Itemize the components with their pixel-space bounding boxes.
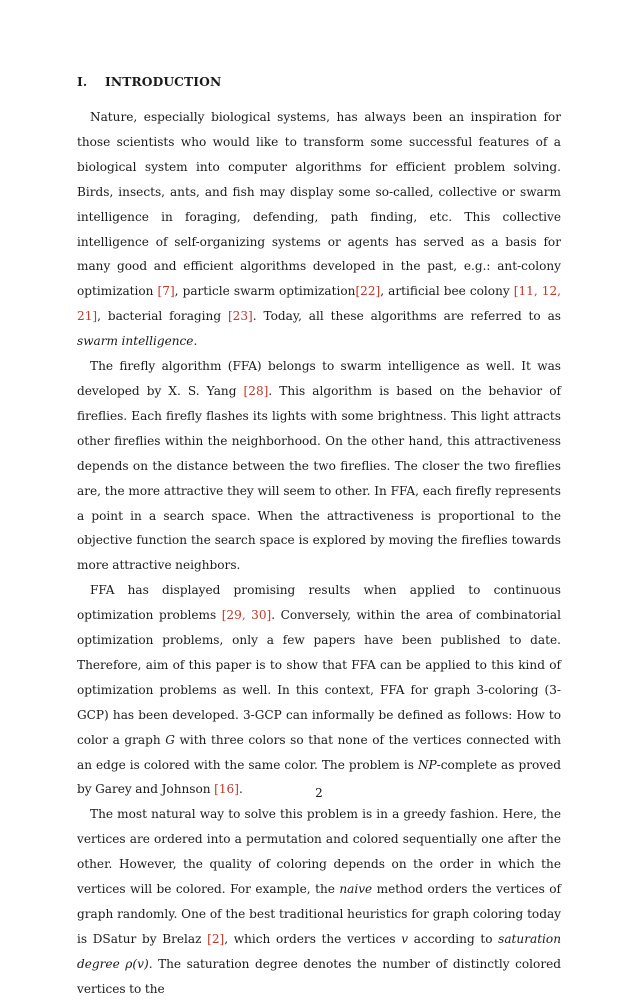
emphasis-text: v	[401, 931, 409, 946]
emphasis-text: naive	[339, 882, 373, 897]
body-text: , artificial bee colony	[380, 284, 514, 299]
citation-link[interactable]: [7]	[157, 284, 175, 299]
body-text: Nature, especially biological systems, has always been an inspiration for those scientists who would like to transform some successful features of a biological system into computer algorithms for efficient problem solving. Birds, insects, ants, and fish may display some so-called, collective or swarm intelligence in foraging, defending, path finding, etc. This collective intelligence of self-organizing systems or agents has served as a basis for many good and efficient algorithms developed in the past, e.g.: ant-colony optimization	[77, 110, 561, 299]
body-text: . Conversely, within the area of combinatorial optimization problems, only a few papers have been published to date. Therefore, aim of this paper is to show that FFA can be applied to this kind of optimization problems as well. In this context, FFA for graph 3-coloring (3-GCP) has been developed. 3-GCP can informally be defined as follows: How to color a graph	[77, 608, 561, 747]
body-text: , which orders the vertices	[224, 931, 402, 946]
body-text: -complete as proved by Garey and Johnson	[77, 757, 561, 797]
body-text: .	[238, 782, 243, 797]
body-text: according to	[408, 931, 499, 946]
citation-link[interactable]: [16]	[214, 782, 239, 797]
section-title: INTRODUCTION	[105, 74, 222, 89]
section-number: I.	[77, 74, 88, 89]
citation-link[interactable]: [23]	[227, 309, 253, 324]
paragraph	[77, 354, 561, 578]
body-text: The most natural way to solve this problem is in a greedy fashion. Here, the vertices are ordered into a permutation and colored sequentially one after the other. However, the quality of coloring depends on the order in which the vertices will be colored. For example, the	[77, 807, 561, 897]
body-text: FFA has displayed promising results when applied to continuous optimization problems	[77, 583, 561, 623]
paragraph	[77, 802, 561, 1001]
emphasis-text: NP	[417, 757, 437, 772]
body-text: with three colors so that none of the vertices connected with an edge is colored with the same color. The problem is	[77, 732, 562, 772]
emphasis-text: swarm intelligence	[77, 334, 194, 349]
body-text: . Today, all these algorithms are referred to as	[252, 309, 561, 324]
page-body	[77, 70, 561, 1002]
body-text: . This algorithm is based on the behavior of fireflies. Each firefly flashes its lights with some brightness. This light attracts other fireflies within the neighborhood. On the other hand, this attractiveness depends on the distance between the two fireflies. The closer the two fireflies are, the more attractive they will seem to other. In FFA, each firefly represents a point in a search space. When the attractiveness is proportional to the objective function the search space is explored by moving the fireflies towards more attractive neighbors.	[77, 383, 561, 573]
body-text: , bacterial foraging	[97, 309, 228, 324]
body-text: . The saturation degree denotes the number of distinctly colored vertices to the	[77, 956, 562, 996]
citation-link[interactable]: [29, 30]	[221, 608, 272, 623]
body-text: , particle swarm optimization	[174, 284, 356, 299]
emphasis-text: saturation degree	[77, 931, 561, 971]
body-text: The firefly algorithm (FFA) belongs to swarm intelligence as well. It was developed by X. S. Yang	[77, 359, 561, 398]
body-text: method orders the vertices of graph randomly. One of the best traditional heuristics for graph coloring today is DSatur by Brelaz	[77, 882, 561, 946]
paragraph	[77, 105, 561, 354]
citation-link[interactable]: [28]	[243, 383, 269, 398]
paragraphs	[77, 105, 561, 1002]
citation-link[interactable]: [22]	[355, 284, 381, 299]
body-text: .	[193, 334, 198, 349]
emphasis-text: G	[165, 732, 175, 747]
page-number: 2	[315, 786, 323, 800]
section-heading	[77, 70, 561, 94]
citation-link[interactable]: [11, 12, 21]	[77, 284, 561, 324]
paragraph	[77, 578, 561, 802]
citation-link[interactable]: [2]	[207, 931, 225, 946]
emphasis-text: ρ(v)	[125, 956, 149, 971]
